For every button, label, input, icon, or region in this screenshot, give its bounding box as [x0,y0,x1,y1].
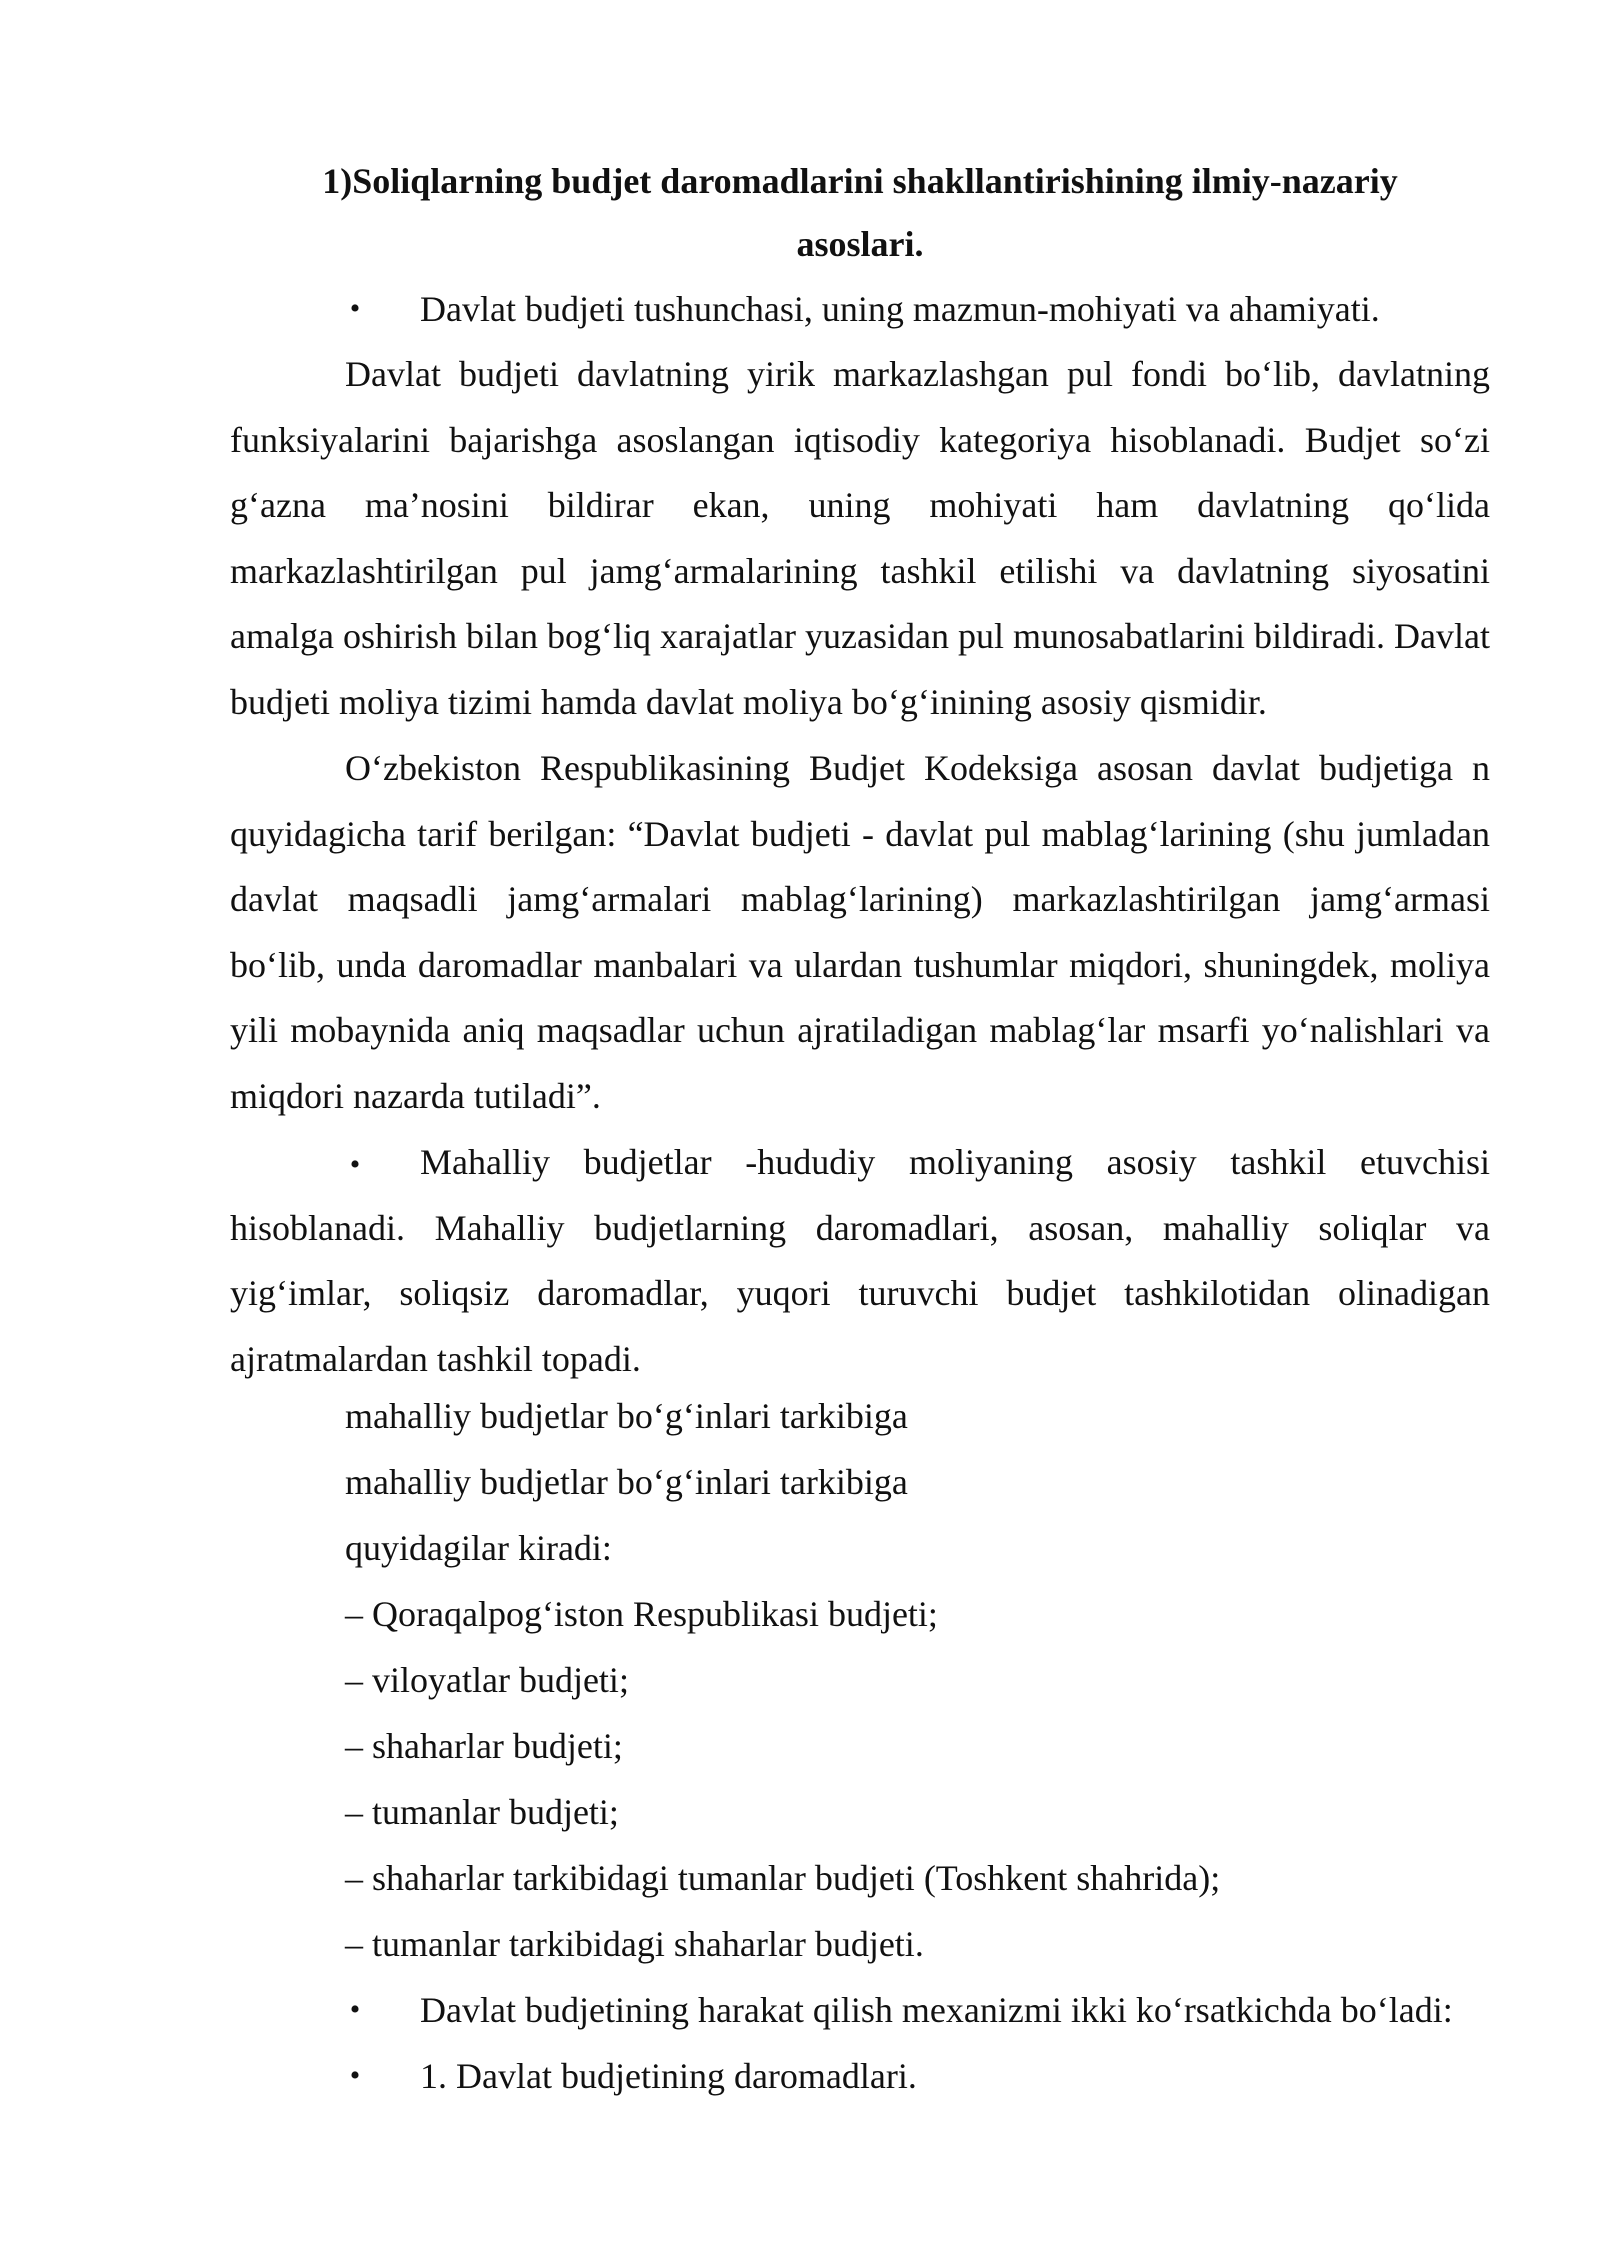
text-line: mahalliy budjetlar bo‘g‘inlari tarkibiga [345,1462,908,1502]
bullet-item-local-budgets: Mahalliy budjetlar -hududiy moliyaning asosiy tashkil etuvchisi hisoblanadi. Mahalliy budjetlarning daromadlari, asosan, mahalliy soliqlar va yig‘imlar, soliqsiz daromadlar, yuqori turuvchi budjet tashkilotidan olinadigan ajratmalardan tashkil topadi. [230,1142,1490,1379]
title-line-1: 1)Soliqlarning budjet daromadlarini shakllantirishining ilmiy-nazariy [322,161,1398,201]
page-title [230,150,1490,276]
bullet-text: 1. Davlat budjetining daromadlari. [420,2056,917,2096]
title-line-2: asoslari. [796,224,924,264]
bullet-icon: • [349,1993,361,2026]
bullet-icon: • [349,1148,361,1181]
bullet-icon: • [349,2059,361,2092]
paragraph-budget-definition: Davlat budjeti davlatning yirik markazlashgan pul fondi bo‘lib, davlatning funksiyalarini bajarishga asoslangan iqtisodiy kategoriya hisoblanadi. Budjet so‘zi g‘azna ma’nosini bildirar ekan, uning mohiyati ham davlatning qo‘lida markazlashtirilgan pul jamg‘armalarining tashkil etilishi va davlatning siyosatini amalga oshirish bilan bog‘liq xarajatlar yuzasidan pul munosabatlarini bildiradi. Davlat budjeti moliya tizimi hamda davlat moliya bo‘g‘inining asosiy qismidir. [230,354,1490,722]
bullet-icon: • [349,292,361,325]
bullet-text: Davlat budjeti tushunchasi, uning mazmun-mohiyati va ahamiyati. [420,289,1380,329]
list-item: – shaharlar tarkibidagi tumanlar budjeti (Toshkent shahrida); [345,1858,1221,1898]
text-line: quyidagilar kiradi: [345,1528,612,1568]
bullet-text: Davlat budjetining harakat qilish mexanizmi ikki ko‘rsatkichda bo‘ladi: [420,1990,1453,2030]
list-item: – tumanlar tarkibidagi shaharlar budjeti. [345,1924,924,1964]
list-item: – tumanlar budjeti; [345,1792,619,1832]
text-line: mahalliy budjetlar bo‘g‘inlari tarkibiga [345,1396,908,1436]
list-item: – Qoraqalpog‘iston Respublikasi budjeti; [345,1594,938,1634]
list-item: – viloyatlar budjeti; [345,1660,629,1700]
list-item: – shaharlar budjeti; [345,1726,623,1766]
paragraph-budget-code: O‘zbekiston Respublikasining Budjet Kodeksiga asosan davlat budjetiga n quyidagicha tarif berilgan: “Davlat budjeti - davlat pul mablag‘larining (shu jumladan davlat maqsadli jamg‘armalari mablag‘larining) markazlashtirilgan jamg‘armasi bo‘lib, unda daromadlar manbalari va ulardan tushumlar miqdori, shuningdek, moliya yili mobaynida aniq maqsadlar uchun ajratiladigan mablag‘lar msarfi yo‘nalishlari va miqdori nazarda tutiladi”. [230,748,1490,1116]
